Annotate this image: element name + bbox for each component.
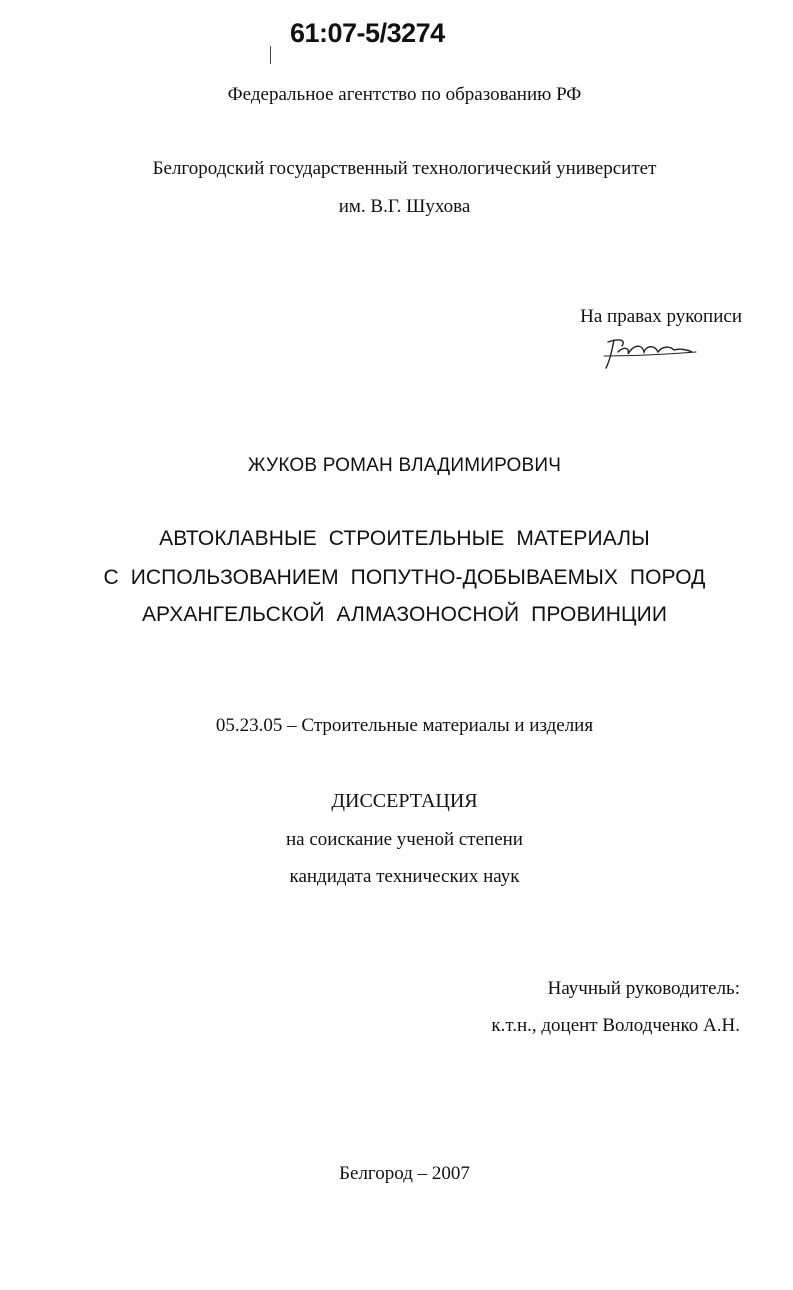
title-line-3: АРХАНГЕЛЬСКОЙ АЛМАЗОНОСНОЙ ПРОВИНЦИИ xyxy=(141,603,668,626)
university-name: Белгородский государственный технологический университет xyxy=(152,158,657,179)
supervisor-label: Научный руководитель: xyxy=(547,978,740,999)
agency-name: Федеральное агентство по образованию РФ xyxy=(227,84,582,105)
university-honorific: им. В.Г. Шухова xyxy=(338,196,471,217)
degree-line-1: на соискание ученой степени xyxy=(286,829,523,850)
author-name: ЖУКОВ РОМАН ВЛАДИМИРОВИЧ xyxy=(247,455,562,476)
city-year: Белгород – 2007 xyxy=(339,1163,470,1184)
signature xyxy=(600,332,700,376)
manuscript-rights: На правах рукописи xyxy=(580,306,742,327)
margin-mark xyxy=(270,46,271,64)
supervisor-name: к.т.н., доцент Володченко А.Н. xyxy=(491,1015,740,1036)
degree-line-2: кандидата технических наук xyxy=(289,866,520,887)
document-type: ДИССЕРТАЦИЯ xyxy=(331,790,478,812)
archive-number: 61:07-5/3274 xyxy=(290,18,445,48)
title-line-2: С ИСПОЛЬЗОВАНИЕМ ПОПУТНО-ДОБЫВАЕМЫХ ПОРОД xyxy=(103,566,706,589)
title-line-1: АВТОКЛАВНЫЕ СТРОИТЕЛЬНЫЕ МАТЕРИАЛЫ xyxy=(159,527,650,550)
specialty-code: 05.23.05 – Строительные материалы и изделия xyxy=(215,715,594,736)
